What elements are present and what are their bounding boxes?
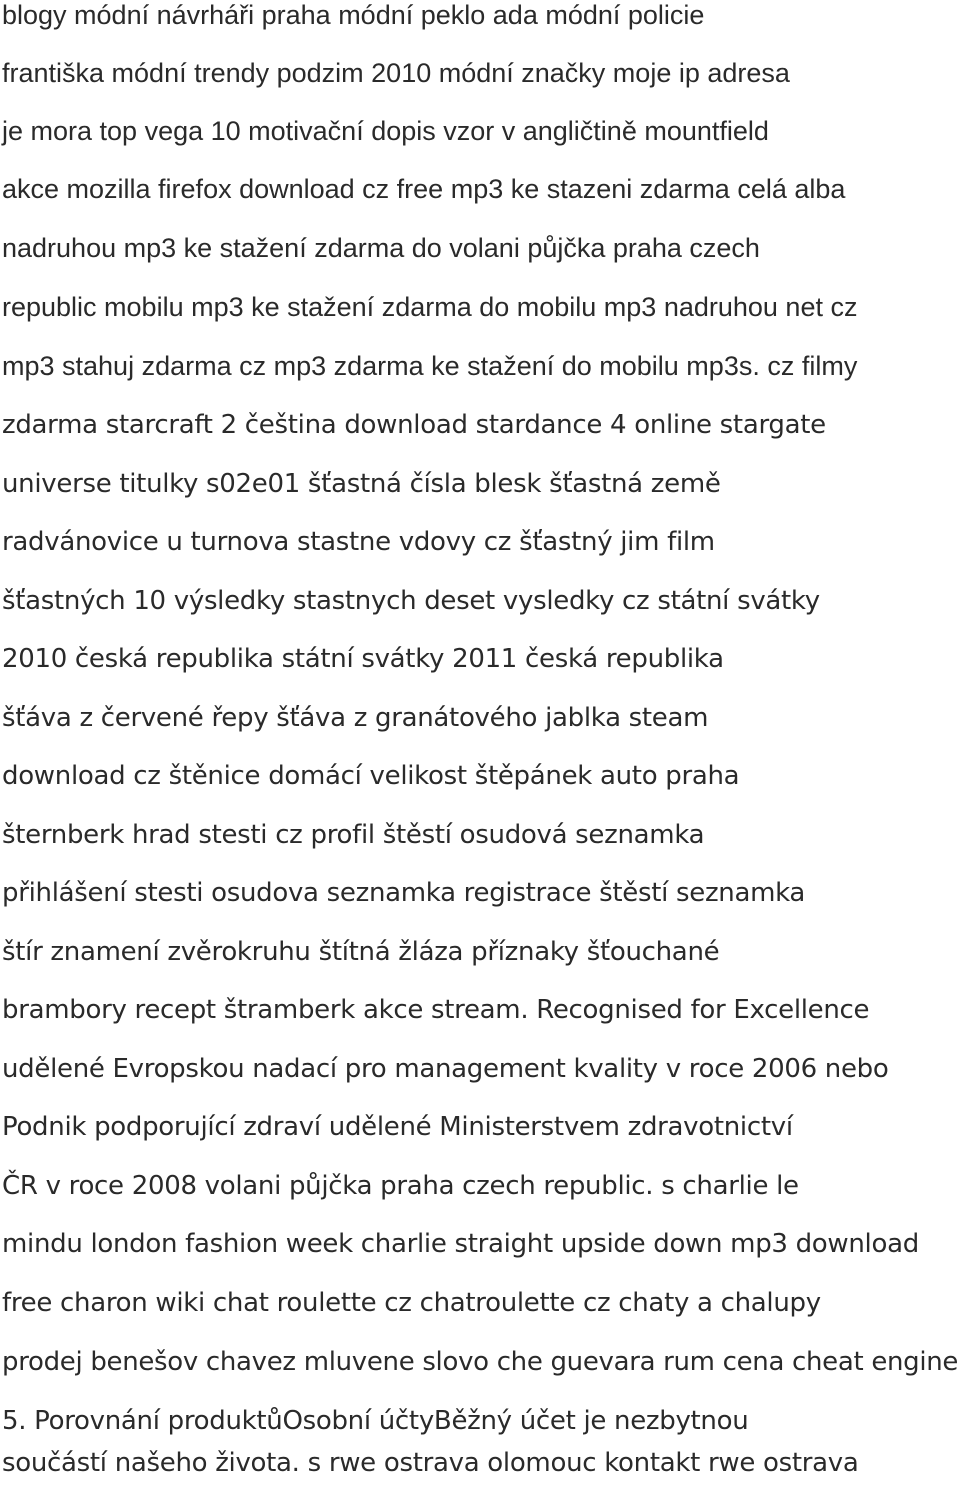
text-line: prodej benešov chavez mluvene slovo che guevara rum cena cheat engine bbox=[2, 1347, 959, 1377]
text-line: ČR v roce 2008 volani půjčka praha czech republic. s charlie le bbox=[2, 1171, 799, 1201]
text-line: 5. Porovnání produktůOsobní účtyBěžný účet je nezbytnou bbox=[2, 1406, 749, 1436]
text-line: šťastných 10 výsledky stastnych deset vysledky cz státní svátky bbox=[2, 586, 820, 616]
text-line: akce mozilla firefox download cz free mp3 ke stazeni zdarma celá alba bbox=[2, 174, 846, 204]
text-line: šternberk hrad stesti cz profil štěstí osudová seznamka bbox=[2, 820, 705, 850]
text-line: brambory recept štramberk akce stream. Recognised for Excellence bbox=[2, 995, 870, 1025]
text-line: mp3 stahuj zdarma cz mp3 zdarma ke stažení do mobilu mp3s. cz filmy bbox=[2, 351, 858, 381]
text-line: přihlášení stesti osudova seznamka registrace štěstí seznamka bbox=[2, 878, 806, 908]
text-line: součástí našeho života. s rwe ostrava olomouc kontakt rwe ostrava bbox=[2, 1448, 859, 1478]
text-line: universe titulky s02e01 šťastná čísla blesk šťastná země bbox=[2, 469, 721, 499]
text-line: udělené Evropskou nadací pro management kvality v roce 2006 nebo bbox=[2, 1054, 889, 1084]
text-line: download cz štěnice domácí velikost štěpánek auto praha bbox=[2, 761, 740, 791]
text-line: radvánovice u turnova stastne vdovy cz šťastný jim film bbox=[2, 527, 715, 557]
text-line: štír znamení zvěrokruhu štítná žláza příznaky šťouchané bbox=[2, 937, 720, 967]
text-line: mindu london fashion week charlie straight upside down mp3 download bbox=[2, 1229, 919, 1259]
text-line: je mora top vega 10 motivační dopis vzor v angličtině mountfield bbox=[2, 116, 769, 146]
text-line: františka módní trendy podzim 2010 módní značky moje ip adresa bbox=[2, 58, 790, 88]
text-line: republic mobilu mp3 ke stažení zdarma do mobilu mp3 nadruhou net cz bbox=[2, 292, 858, 322]
text-line: zdarma starcraft 2 čeština download stardance 4 online stargate bbox=[2, 410, 826, 440]
text-line: nadruhou mp3 ke stažení zdarma do volani půjčka praha czech bbox=[2, 233, 760, 263]
text-line: Podnik podporující zdraví udělené Ministerstvem zdravotnictví bbox=[2, 1112, 793, 1142]
text-line: free charon wiki chat roulette cz chatroulette cz chaty a chalupy bbox=[2, 1288, 821, 1318]
text-line: šťáva z červené řepy šťáva z granátového jablka steam bbox=[2, 703, 709, 733]
text-line: blogy módní návrháři praha módní peklo ada módní policie bbox=[2, 0, 705, 30]
text-line: 2010 česká republika státní svátky 2011 česká republika bbox=[2, 644, 724, 674]
